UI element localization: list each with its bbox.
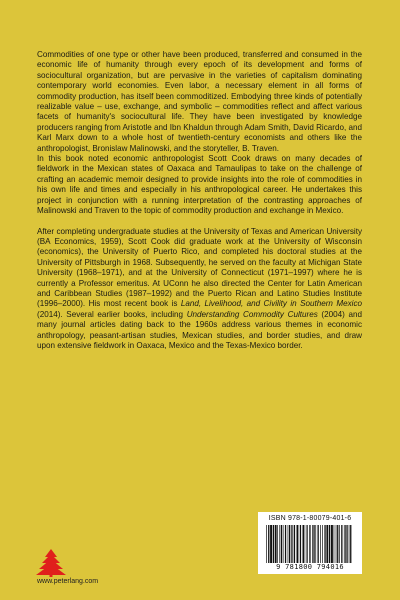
barcode-bar	[291, 525, 292, 563]
barcode-bar	[307, 525, 308, 563]
barcode-bar	[292, 525, 293, 563]
isbn-digits: 9 781800 794016	[276, 563, 344, 571]
barcode-bar	[331, 525, 333, 563]
barcode-bar	[283, 525, 284, 563]
bio-book-title-2: Understanding Commodity Cultures	[186, 309, 318, 319]
bio-text-3: (2004) and many journal articles dating back to the 1960s address various themes in economic anthropology, peasant-artisan studies, Mexican studies, and border studies, and draw upon extensive fieldwork in Oaxaca, Mexico and the Texas-Mexico border.	[37, 309, 362, 350]
back-cover-text	[37, 50, 362, 351]
bio-text-1: After completing undergraduate studies at the University of Texas and American University (BA Economics, 1959), Scott Cook did graduate work at the University of Wisconsin (economics), the University of Puerto Rico, and completed his doctoral studies at the University of Pittsburgh in 1968. Subsequently, he served on the faculty at Michigan State University (1968–1971), and at the University of Connecticut (1971–1997) where he is currently a Professor emeritus. At UConn he also directed the Center for Latin American and Caribbean Studies (1987–1992) and the Puerto Rican and Latino Studies Institute (1996–2000). His most recent book is	[37, 226, 362, 309]
barcode-bar	[277, 525, 278, 563]
barcode-bar	[337, 525, 338, 563]
barcode-bar	[324, 525, 325, 563]
barcode-bar	[303, 525, 305, 563]
blurb-paragraph-1: Commodities of one type or other have been produced, transferred and consumed in the economic life of humanity through every epoch of its development and forms of sociocultural organization, but are pervasive in the varieties of capitalism dominating contemporary world economies. Even labor, a necessary element in all forms of commodity production, has itself been commoditized. Embodying three kinds of potentially realizable value – use, exchange, and symbolic – commodities reflect and affect various facets of humanity's sociocultural life. They have been investigated by knowledge producers ranging from Aristotle and Ibn Khaldun through Adam Smith, David Ricardo, and Karl Marx down to a whole host of twentieth-century economists and others like the anthropologist, Bronislaw Malinowski, and the storyteller, B. Traven.	[37, 50, 362, 153]
barcode-bar	[344, 525, 345, 563]
blurb-paragraph-2: In this book noted economic anthropologist Scott Cook draws on many decades of fieldwork in the Mexican states of Oaxaca and Tamaulipas to take on the challenge of crafting an academic memoir designed to provide insights into the role of commodities in his own life and times and especially in his anthropological career. He undertakes this project in conjunction with a running interpretation of the contrasting approaches of Malinowski and Traven to the topic of commodity production and exchange in Mexico.	[37, 154, 362, 216]
isbn-label: ISBN 978-1-80079-401-6	[268, 515, 352, 522]
barcode-bar	[289, 525, 290, 563]
barcode-bar	[309, 525, 310, 563]
bio-book-title-1: Land, Livelihood, and Civility in Southern Mexico	[180, 299, 362, 309]
barcode-bar	[297, 525, 299, 563]
isbn-barcode	[258, 512, 362, 574]
barcode-bar	[306, 525, 307, 563]
barcode-bar	[294, 525, 295, 563]
barcode-bar	[300, 525, 301, 563]
barcode-bar	[339, 525, 340, 563]
barcode-bar	[315, 525, 316, 563]
barcode-bar	[285, 525, 286, 563]
barcode-bar	[281, 525, 282, 563]
peter-lang-tree-logo-icon	[34, 548, 68, 578]
barcode-bar	[349, 525, 350, 563]
barcode-bar	[336, 525, 337, 563]
barcode-bar	[275, 525, 277, 563]
barcode-bar	[345, 525, 346, 563]
barcode-bar	[322, 525, 323, 563]
barcode-bar	[312, 525, 313, 563]
barcode-bar	[266, 525, 267, 563]
barcode-bar	[273, 525, 274, 563]
publisher-url: www.peterlang.com	[37, 578, 99, 585]
bio-text-2: (2014). Several earlier books, including	[37, 309, 187, 319]
author-bio	[37, 227, 362, 352]
paragraph-spacer	[37, 217, 362, 227]
barcode-bar	[313, 525, 314, 563]
barcode-bar	[350, 525, 351, 563]
barcode-bar	[329, 525, 330, 563]
barcode-bars	[266, 525, 354, 563]
barcode-bar	[326, 525, 328, 563]
barcode-bar	[320, 525, 321, 563]
barcode-bar	[341, 525, 342, 563]
barcode-bar	[279, 525, 280, 563]
barcode-bar	[347, 525, 348, 563]
barcode-bar	[334, 525, 335, 563]
barcode-bar	[268, 525, 269, 563]
barcode-bar	[270, 525, 272, 563]
barcode-bar	[318, 525, 319, 563]
barcode-bar	[288, 525, 289, 563]
